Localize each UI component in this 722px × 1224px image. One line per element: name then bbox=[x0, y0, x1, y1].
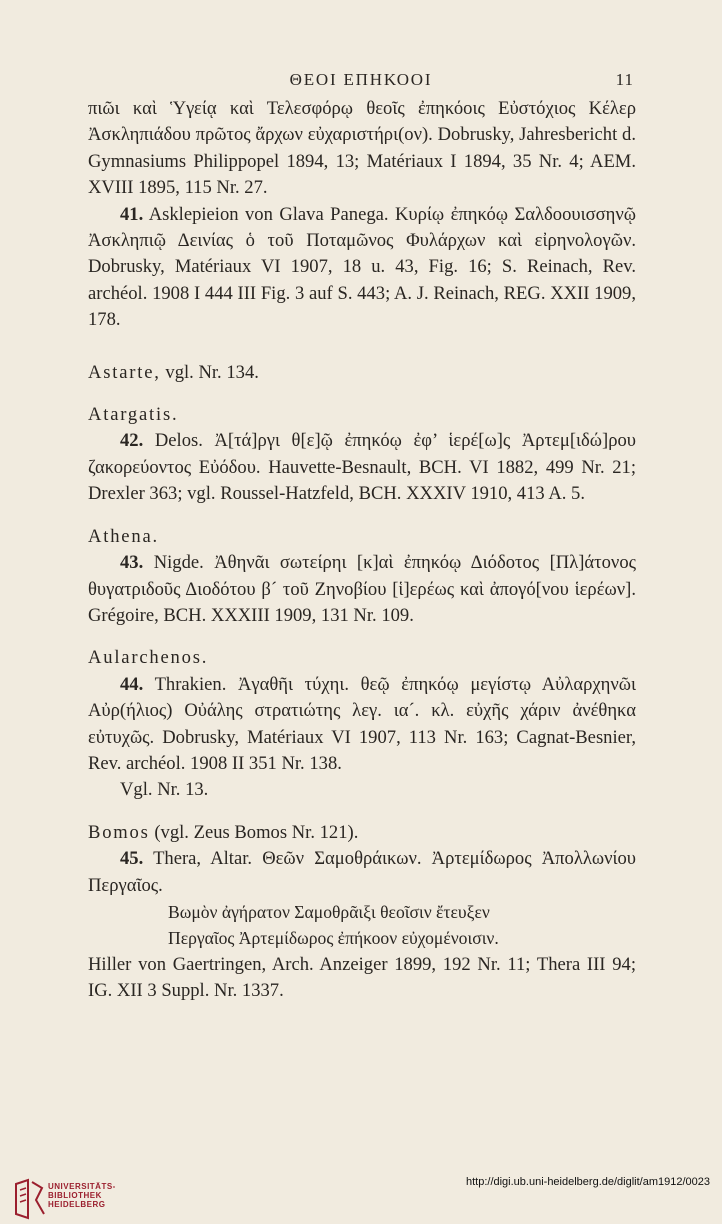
body-text bbox=[88, 96, 636, 1005]
cross-reference: (vgl. Zeus Bomos Nr. 121). bbox=[154, 821, 359, 843]
source-url-link[interactable]: http://digi.ub.uni-heidelberg.de/diglit/am1912/0023 bbox=[465, 1176, 710, 1188]
institution-name bbox=[48, 1182, 116, 1209]
entry-44 bbox=[88, 672, 636, 778]
entry-number: 43. bbox=[120, 552, 144, 574]
entry-text: Asklepieion von Glava Panega. Κυρίῳ ἐπηκόῳ Σαλδοουισσηνῷ Ἀσκληπιῷ Δεινίας ὁ τοῦ Ποταμῶνος Φυλάρχων καὶ εἰρηνολογῶν. Dobrusky, Matériaux VI 1907, 18 u. 43, Fig. 16; S. Reinach, Rev. archéol. 1908 I 444 III Fig. 3 auf S. 443; A. J. Reinach, REG. XXII 1909, 178. bbox=[88, 203, 636, 331]
institution-line: BIBLIOTHEK bbox=[48, 1191, 102, 1200]
entry-45 bbox=[88, 846, 636, 899]
cross-reference-vgl: Vgl. Nr. 13. bbox=[120, 779, 209, 801]
page-number: 11 bbox=[615, 70, 634, 89]
section-heading-bomos bbox=[88, 820, 636, 846]
entry-number: 45. bbox=[120, 848, 144, 870]
entry-43 bbox=[88, 550, 636, 629]
section-heading-atargatis: Atargatis. bbox=[88, 404, 179, 426]
institution-line: UNIVERSITÄTS- bbox=[48, 1182, 116, 1191]
entry-text: Thera, Altar. Θεῶν Σαμοθράικων. Ἀρτεμίδωρος Ἀπολλωνίου Περγαῖος. bbox=[88, 848, 637, 896]
running-title: ΘΕΟΙ ΕΠΗΚΟΟΙ bbox=[289, 70, 433, 89]
inscription-verse bbox=[88, 899, 636, 952]
entry-text: Nigde. Ἀθηνᾶι σωτείρηι [κ]αὶ ἐπηκόῳ Διόδοτος [Πλ]άτονος θυγατριδοῦς Διοδότου β´ τοῦ Ζηνοβίου [ἱ]ερέως καὶ ἀπογό[νου ἱερέων]. Grégoire, BCH. XXXIII 1909, 131 Nr. 109. bbox=[88, 552, 636, 626]
running-header bbox=[88, 70, 634, 94]
entry-number: 42. bbox=[120, 430, 144, 452]
entry-42 bbox=[88, 428, 636, 507]
heidelberg-library-logo-icon bbox=[12, 1178, 48, 1222]
deity-heading: Bomos bbox=[88, 821, 150, 843]
verse-line: Βωμὸν ἀγήρατον Σαμοθρᾶιξι θεοῖσιν ἔτευξεν bbox=[168, 901, 490, 922]
cross-reference: vgl. Nr. 134. bbox=[165, 361, 259, 383]
bibliography: Hiller von Gaertringen, Arch. Anzeiger 1899, 192 Nr. 11; Thera III 94; IG. XII 3 Suppl. Nr. 1337. bbox=[88, 953, 636, 1002]
entry-41 bbox=[88, 202, 636, 334]
section-heading-astarte bbox=[88, 360, 636, 386]
digitization-footer bbox=[8, 1168, 714, 1224]
paragraph-continuation: πιῶι καὶ Ὑγείᾳ καὶ Τελεσφόρῳ θεοῖς ἐπηκόοις Εὐστόχιος Κέλερ Ἀσκληπιάδου πρῶτος ἄρχων εὐχαριστήρι(ον). Dobrusky, Jahresbericht d. Gymnasiums Philippopel 1894, 13; Matériaux I 1894, 35 Nr. 4; AEM. XVIII 1895, 115 Nr. 27. bbox=[88, 98, 636, 199]
section-heading-aularchenos: Aularchenos. bbox=[88, 647, 209, 669]
entry-number: 44. bbox=[120, 673, 144, 695]
deity-heading: Astarte, bbox=[88, 361, 161, 383]
section-heading-athena: Athena. bbox=[88, 525, 159, 547]
verse-line: Περγαῖος Ἀρτεμίδωρος ἐπήκοον εὐχομένοισιν. bbox=[168, 928, 499, 949]
entry-text: Delos. Ἀ[τά]ργι θ[ε]ῷ ἐπηκόῳ ἐφ’ ἱερέ[ω]ς Ἀρτεμ[ιδώ]ρου ζακορεύοντος Εὐόδου. Hauvette-Besnault, BCH. VI 1882, 499 Nr. 21; Drexler 363; vgl. Roussel-Hatzfeld, BCH. XXXIV 1910, 413 A. 5. bbox=[88, 430, 636, 505]
institution-line: HEIDELBERG bbox=[48, 1200, 106, 1209]
entry-text: Thrakien. Ἀγαθῆι τύχηι. θεῷ ἐπηκόῳ μεγίστῳ Αὐλαρχηνῶι Αὐρ(ήλιος) Οὐάλης στρατιώτης λεγ. ια´. κλ. εὐχῆς χάριν ἀνέθηκα εὐτυχῶς. Dobrusky, Matériaux VI 1907, 113 Nr. 163; Cagnat-Besnier, Rev. archéol. 1908 II 351 Nr. 138. bbox=[88, 673, 636, 774]
entry-number: 41. bbox=[120, 203, 144, 225]
